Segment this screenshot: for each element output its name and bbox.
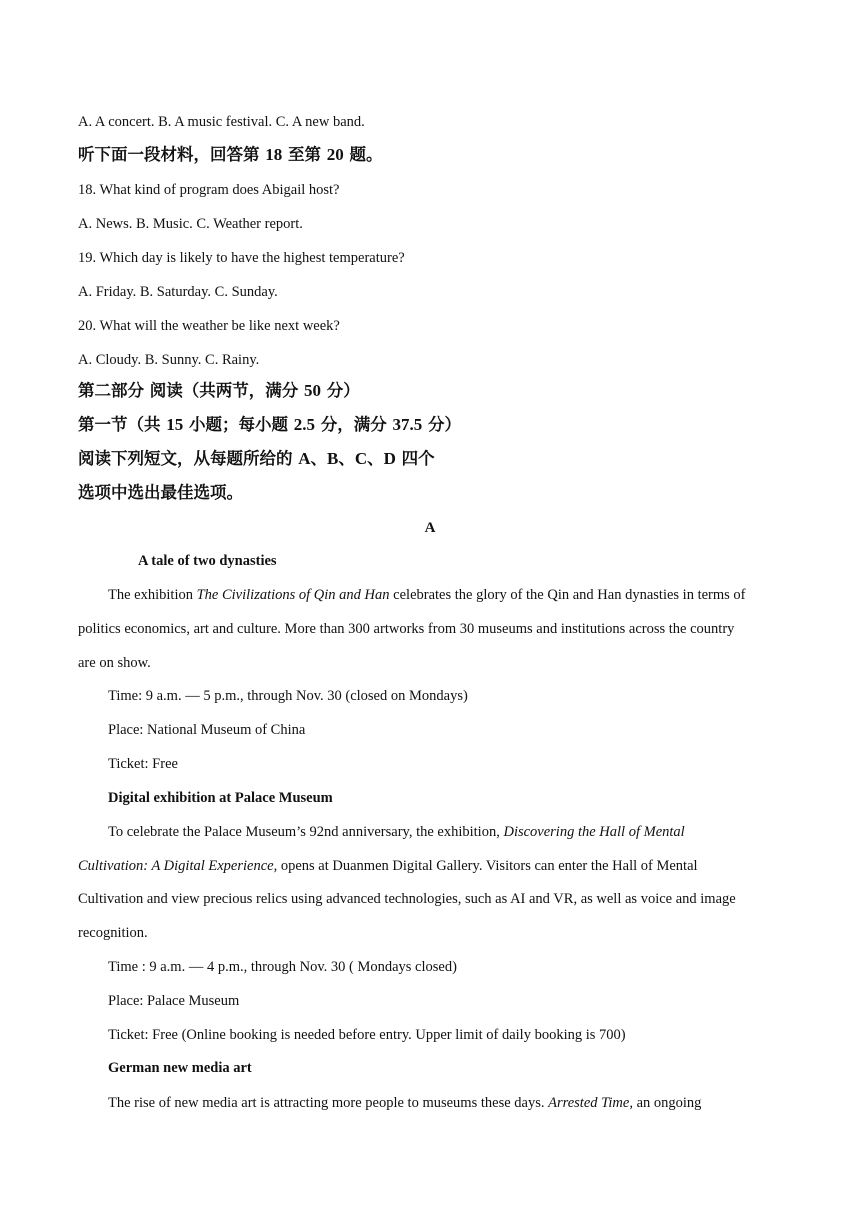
item2-paragraph-line2: Cultivation: A Digital Experience, opens at Duanmen Digital Gallery. Visitors can enter the Hall of Mental bbox=[78, 858, 698, 874]
q17-options: A. A concert. B. A music festival. C. A new band. bbox=[78, 114, 365, 130]
item1-time: Time: 9 a.m. — 5 p.m., through Nov. 30 (closed on Mondays) bbox=[108, 688, 468, 704]
item2-paragraph-line4: recognition. bbox=[78, 925, 148, 941]
item1-paragraph-line1: The exhibition The Civilizations of Qin and Han celebrates the glory of the Qin and Han dynasties in terms of bbox=[108, 587, 746, 603]
section1-title: 第一节（共 15 小题；每小题 2.5 分，满分 37.5 分） bbox=[78, 415, 461, 434]
item1-place: Place: National Museum of China bbox=[108, 722, 306, 738]
reading-instruction-1: 阅读下列短文，从每题所给的 A、B、C、D 四个 bbox=[78, 449, 435, 468]
q20-options: A. Cloudy. B. Sunny. C. Rainy. bbox=[78, 352, 260, 368]
item3-paragraph-line1: The rise of new media art is attracting more people to museums these days. Arrested Time, an ongoing bbox=[108, 1095, 702, 1111]
listen-instruction: 听下面一段材料，回答第 18 至第 20 题。 bbox=[78, 145, 383, 164]
item2-time: Time : 9 a.m. — 4 p.m., through Nov. 30 ( Mondays closed) bbox=[108, 959, 457, 975]
item2-paragraph-line3: Cultivation and view precious relics using advanced technologies, such as AI and VR, as well as voice and image bbox=[78, 891, 736, 907]
item1-title: A tale of two dynasties bbox=[138, 553, 277, 569]
item1-ticket: Ticket: Free bbox=[108, 756, 178, 772]
q18-options: A. News. B. Music. C. Weather report. bbox=[78, 216, 303, 232]
item2-place: Place: Palace Museum bbox=[108, 993, 240, 1009]
reading-instruction-2: 选项中选出最佳选项。 bbox=[78, 483, 243, 502]
q18-question: 18. What kind of program does Abigail host? bbox=[78, 182, 340, 198]
item1-paragraph-line3: are on show. bbox=[78, 655, 151, 671]
item1-paragraph-line2: politics economics, art and culture. More than 300 artworks from 30 museums and institutions across the country bbox=[78, 621, 735, 637]
item2-title: Digital exhibition at Palace Museum bbox=[108, 790, 333, 806]
q19-options: A. Friday. B. Saturday. C. Sunday. bbox=[78, 284, 278, 300]
part2-title: 第二部分 阅读（共两节，满分 50 分） bbox=[78, 381, 360, 400]
item2-paragraph-line1: To celebrate the Palace Museum’s 92nd anniversary, the exhibition, Discovering the Hall of Mental bbox=[108, 824, 685, 840]
passage-label: A bbox=[424, 520, 436, 536]
item2-ticket: Ticket: Free (Online booking is needed before entry. Upper limit of daily booking is 700) bbox=[108, 1027, 626, 1043]
q20-question: 20. What will the weather be like next week? bbox=[78, 318, 340, 334]
item3-title: German new media art bbox=[108, 1060, 252, 1076]
q19-question: 19. Which day is likely to have the highest temperature? bbox=[78, 250, 405, 266]
